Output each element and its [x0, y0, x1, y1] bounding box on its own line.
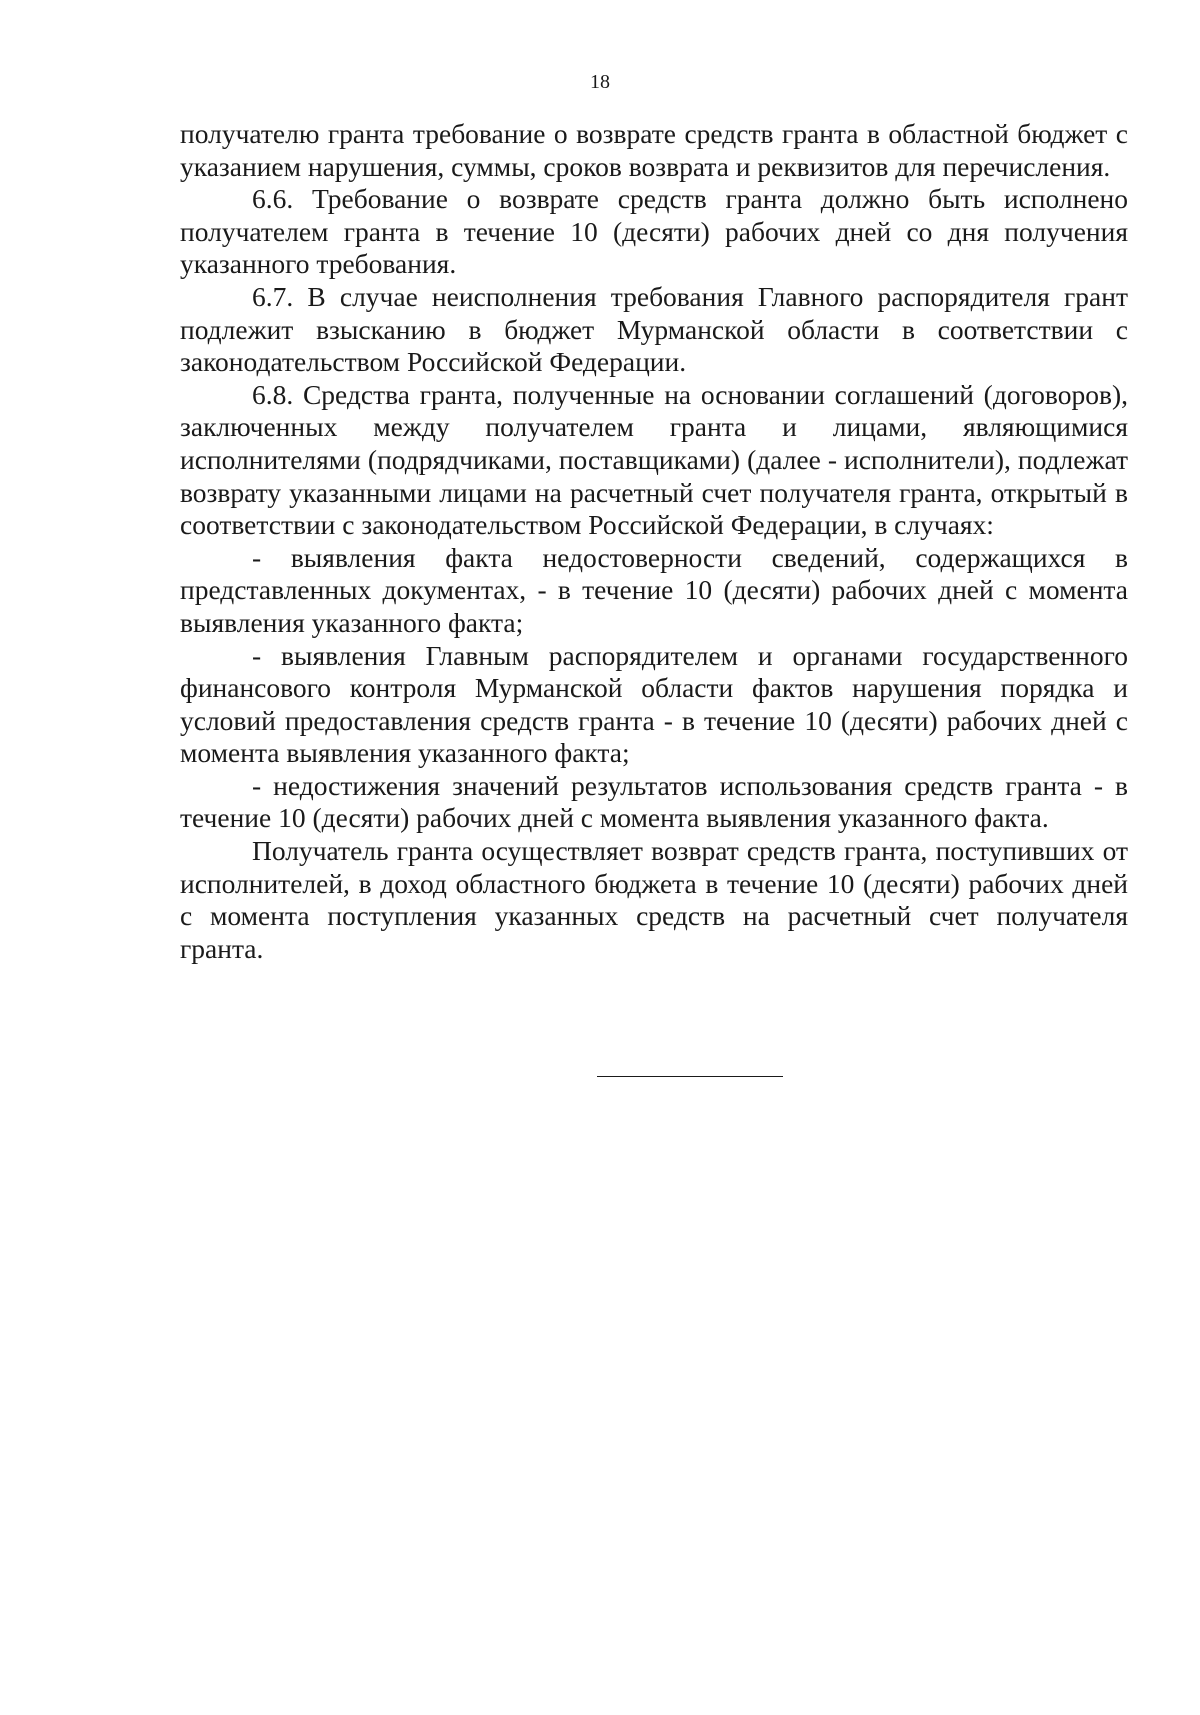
document-body	[180, 118, 1128, 965]
list-item-unreliable-info: - выявления факта недостоверности сведений, содержащихся в представленных документах, - в течение 10 (десяти) рабочих дней с момента выявления указанного факта;	[180, 541, 1128, 638]
paragraph-grant-refund: Получатель гранта осуществляет возврат средств гранта, поступивших от исполнителей, в доход областного бюджета в течение 10 (десяти) рабочих дней с момента поступления указанных средств на расчетный счет получателя гранта.	[180, 835, 1128, 964]
paragraph-6-8: 6.8. Средства гранта, полученные на основании соглашений (договоров), заключенных между получателем гранта и лицами, являющимися исполнителями (подрядчиками, поставщиками) (далее - исполнители), подлежат возврату указанными лицами на расчетный счет получателя гранта, открытый в соответствии с законодательством Российской Федерации, в случаях:	[180, 378, 1128, 541]
list-item-results-not-achieved: - недостижения значений результатов использования средств гранта - в течение 10 (десяти) рабочих дней с момента выявления указанного факта.	[180, 769, 1128, 834]
paragraph-6-7: 6.7. В случае неисполнения требования Главного распорядителя грант подлежит взысканию в бюджет Мурманской области в соответствии с законодательством Российской Федерации.	[180, 280, 1128, 378]
page-number: 18	[590, 71, 610, 93]
paragraph-continuation: получателю гранта требование о возврате средств гранта в областной бюджет с указанием нарушения, суммы, сроков возврата и реквизитов для перечисления.	[180, 118, 1128, 182]
paragraph-6-6: 6.6. Требование о возврате средств гранта должно быть исполнено получателем гранта в течение 10 (десяти) рабочих дней со дня получения указанного требования.	[180, 183, 1128, 280]
list-item-violations: - выявления Главным распорядителем и органами государственного финансового контроля Мурманской области фактов нарушения порядка и условий предоставления средств гранта - в течение 10 (десяти) рабочих дней с момента выявления указанного факта;	[180, 639, 1128, 769]
end-divider-line	[597, 1076, 783, 1077]
